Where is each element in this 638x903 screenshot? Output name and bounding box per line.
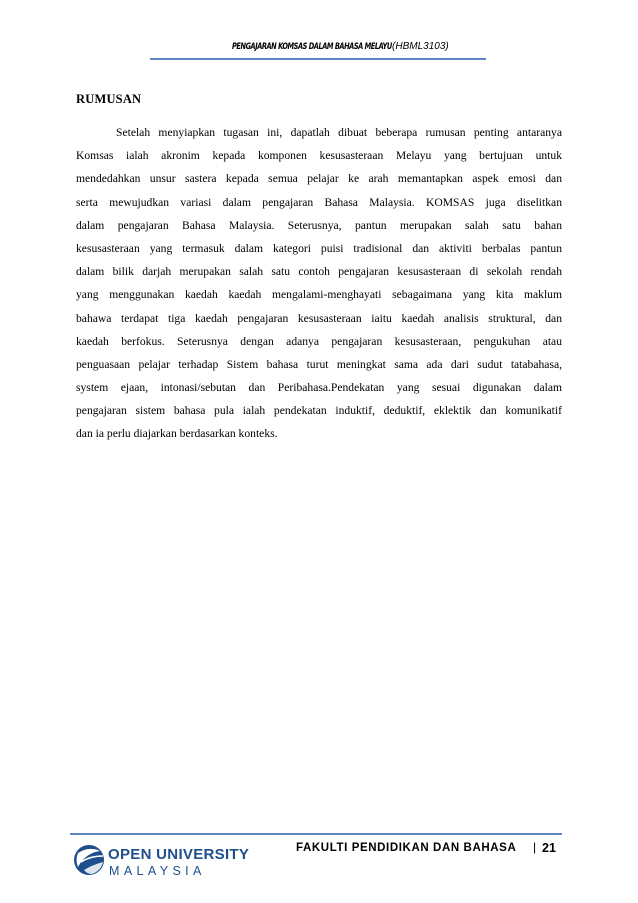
paragraph-line: serta mewujudkan variasi dalam pengajaran Bahasa Malaysia. KOMSAS juga diselitkan: [76, 195, 562, 209]
paragraph-line: dalam bilik darjah merupakan salah satu contoh pengajaran kesusasteraan di sekolah rendah: [76, 265, 562, 279]
paragraph-line: kaedah berfokus. Seterusnya dengan adanya pengajaran kesusasteraan, pengukuhan atau: [76, 334, 562, 348]
globe-icon: [74, 845, 104, 875]
paragraph-line: dan ia perlu diajarkan berdasarkan konteks.: [76, 427, 278, 441]
footer-separator: |: [533, 840, 537, 854]
page-number: 21: [542, 841, 556, 855]
oum-logo: [72, 840, 252, 880]
logo-line-2: MALAYSIA: [109, 864, 206, 878]
footer-rule: [70, 833, 562, 835]
paragraph-line: mendedahkan unsur sastera kepada semua pelajar ke arah memantapkan aspek emosi dan: [76, 172, 562, 186]
section-heading: RUMUSAN: [76, 92, 142, 106]
paragraph-line: Setelah menyiapkan tugasan ini, dapatlah dibuat beberapa rumusan penting antaranya: [116, 126, 562, 139]
body-paragraph: [76, 121, 562, 446]
paragraph-line: pengajaran sistem bahasa pula ialah pendekatan induktif, deduktif, eklektik dan komunikatif: [76, 404, 562, 418]
logo-line-1: OPEN UNIVERSITY: [108, 846, 250, 863]
paragraph-line: dalam pengajaran Bahasa Malaysia. Seterusnya, pantun merupakan salah satu bahan: [76, 218, 562, 232]
header-course-code: (HBML3103): [392, 41, 449, 52]
paragraph-line: kesusasteraan yang termasuk dalam kategori puisi tradisional dan aktiviti berbalas pantun: [76, 241, 562, 255]
paragraph-line: yang menggunakan kaedah kaedah mengalami-menghayati sebagaimana yang kita maklum: [76, 288, 562, 302]
paragraph-line: Komsas ialah akronim kepada komponen kesusasteraan Melayu yang bertujuan untuk: [76, 149, 562, 163]
footer-faculty: FAKULTI PENDIDIKAN DAN BAHASA: [296, 842, 517, 854]
paragraph-line: penguasaan pelajar terhadap Sistem bahasa turut meningkat sama ada dari sudut tatabahasa,: [76, 357, 562, 371]
paragraph-line: bahawa terdapat tiga kaedah pengajaran kesusasteraan iaitu kaedah analisis struktural, dan: [76, 311, 562, 325]
header-title: PENGAJARAN KOMSAS DALAM BAHASA MELAYU: [232, 42, 393, 52]
paragraph-line: system ejaan, intonasi/sebutan dan Peribahasa.Pendekatan yang sesuai digunakan dalam: [76, 381, 562, 395]
running-header: [150, 41, 486, 52]
header-rule: [150, 58, 486, 60]
